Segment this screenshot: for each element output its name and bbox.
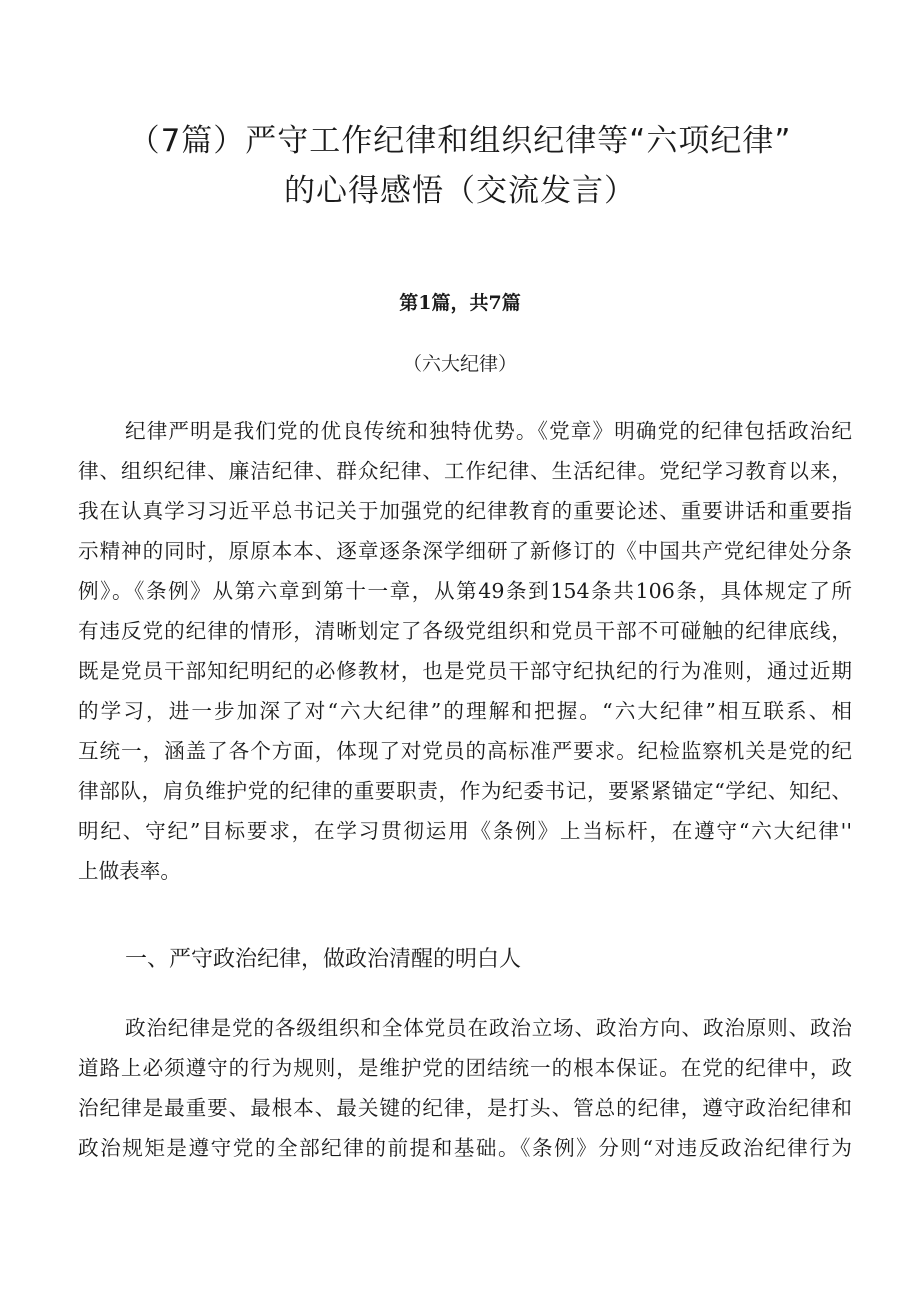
paragraph-1-line: 我在认真学习习近平总书记关于加强党的纪律教育的重要论述、重要讲话和重要指 bbox=[78, 499, 852, 523]
paragraph-1-line: 明纪、守纪”目标要求，在学习贯彻运用《条例》上当标杆，在遵守“六大纪律'' bbox=[78, 819, 852, 843]
paragraph-2-line: 政治纪律是党的各级组织和全体党员在政治立场、政治方向、政治原则、政治 bbox=[125, 1016, 852, 1040]
paragraph-2-line: 政治规矩是遵守党的全部纪律的前提和基础。《条例》分则“对违反政治纪律行为 bbox=[78, 1136, 852, 1160]
paragraph-1-line: 既是党员干部知纪明纪的必修教材，也是党员干部守纪执纪的行为准则，通过近期 bbox=[78, 659, 852, 683]
paragraph-2-line: 道路上必须遵守的行为规则，是维护党的团结统一的根本保证。在党的纪律中，政 bbox=[78, 1056, 852, 1080]
paragraph-1-line: 上做表率。 bbox=[78, 859, 181, 883]
paragraph-1-line: 有违反党的纪律的情形，清晰划定了各级党组织和党员干部不可碰触的纪律底线， bbox=[78, 619, 852, 643]
section-1-heading: 一、严守政治纪律，做政治清醒的明白人 bbox=[125, 947, 522, 972]
paragraph-1-line: 互统一，涵盖了各个方面，体现了对党员的高标准严要求。纪检监察机关是党的纪 bbox=[78, 739, 852, 763]
chapter-label: 第1篇，共7篇 bbox=[399, 292, 521, 314]
paragraph-1-line: 律、组织纪律、廉洁纪律、群众纪律、工作纪律、生活纪律。党纪学习教育以来， bbox=[78, 459, 852, 483]
paragraph-1-line: 示精神的同时，原原本本、逐章逐条深学细研了新修订的《中国共产党纪律处分条 bbox=[78, 539, 852, 563]
paragraph-2-line: 治纪律是最重要、最根本、最关键的纪律，是打头、管总的纪律，遵守政治纪律和 bbox=[78, 1096, 852, 1120]
subheading: （六大纪律） bbox=[402, 353, 517, 375]
document-title-line-1: （7篇）严守工作纪律和组织纪律等“六项纪律” bbox=[128, 123, 792, 159]
paragraph-1-line: 律部队，肩负维护党的纪律的重要职责，作为纪委书记，要紧紧锚定“学纪、知纪、 bbox=[78, 779, 852, 803]
paragraph-1-line: 的学习，进一步加深了对“六大纪律”的理解和把握。“六大纪律”相互联系、相 bbox=[78, 699, 852, 723]
paragraph-1-line: 例》。《条例》从第六章到第十一章，从第49条到154条共106条，具体规定了所 bbox=[78, 579, 852, 603]
document-title-line-2: 的心得感悟（交流发言） bbox=[284, 173, 636, 209]
paragraph-1-line: 纪律严明是我们党的优良传统和独特优势。《党章》明确党的纪律包括政治纪 bbox=[125, 419, 852, 443]
